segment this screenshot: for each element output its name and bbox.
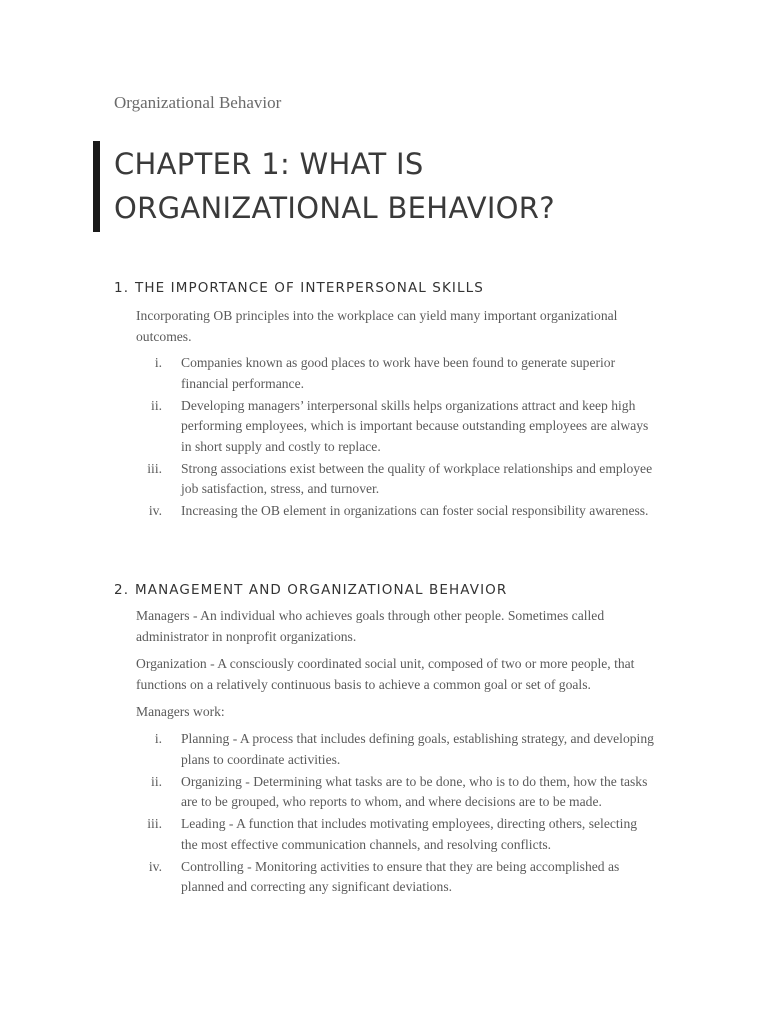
chapter-title-accent-bar xyxy=(93,141,100,232)
chapter-title-line-2: ORGANIZATIONAL BEHAVIOR? xyxy=(114,191,555,225)
list-marker: iii. xyxy=(147,460,162,476)
chapter-title xyxy=(114,142,734,230)
chapter-title-line-1: CHAPTER 1: WHAT IS xyxy=(114,147,424,181)
running-header: Organizational Behavior xyxy=(114,93,282,112)
section-2-heading xyxy=(114,582,507,598)
list-item-text: Planning - A process that includes defining goals, establishing strategy, and developing plans to coordinate activities. xyxy=(181,731,654,767)
list-marker: iv. xyxy=(148,503,162,518)
list-item-text: Leading - A function that includes motivating employees, directing others, selecting the most effective communication channels, and resolving conflicts. xyxy=(181,816,638,852)
list-item-text: Increasing the OB element in organizations can foster social responsibility awareness. xyxy=(181,503,649,518)
managers-work-label: Managers work: xyxy=(136,704,225,719)
list-item-text: Developing managers’ interpersonal skills helps organizations attract and keep high performing employees, which is important because outstanding employees are always in short supply and costly to replace. xyxy=(181,397,649,454)
section-1-title: THE IMPORTANCE OF INTERPERSONAL SKILLS xyxy=(135,280,484,296)
managers-definition: Managers - An individual who achieves goals through other people. Sometimes called administrator in nonprofit organizations. xyxy=(136,608,605,644)
list-item xyxy=(136,353,656,394)
list-marker: i. xyxy=(154,355,162,370)
organization-definition: Organization - A consciously coordinated social unit, composed of two or more people, that functions on a relatively continuous basis to achieve a common goal or set of goals. xyxy=(136,656,635,692)
list-item xyxy=(136,501,656,522)
section-1-number: 1. xyxy=(114,280,130,296)
list-marker: iv. xyxy=(148,858,162,874)
list-marker: i. xyxy=(154,731,162,746)
list-item xyxy=(136,459,656,500)
list-item-text: Strong associations exist between the quality of workplace relationships and employee job satisfaction, stress, and turnover. xyxy=(181,460,653,496)
section-2-number: 2. xyxy=(114,582,130,598)
list-item-text: Organizing - Determining what tasks are to be done, who is to do them, how the tasks are to be grouped, who reports to whom, and where decisions are to be made. xyxy=(181,773,648,809)
list-marker: ii. xyxy=(151,397,162,413)
section-2-list xyxy=(136,729,656,899)
section-1-intro: Incorporating OB principles into the workplace can yield many important organizational outcomes. xyxy=(136,308,618,344)
list-marker: iii. xyxy=(147,816,162,831)
section-2-title: MANAGEMENT AND ORGANIZATIONAL BEHAVIOR xyxy=(135,582,508,598)
section-1-list xyxy=(136,353,656,523)
list-item-text: Controlling - Monitoring activities to ensure that they are being accomplished as planned and correcting any significant deviations. xyxy=(181,858,620,894)
list-item-text: Companies known as good places to work have been found to generate superior financial performance. xyxy=(181,355,616,391)
list-item xyxy=(136,814,656,855)
section-1-heading xyxy=(114,280,484,296)
list-item xyxy=(136,772,656,813)
list-item xyxy=(136,729,656,770)
list-item xyxy=(136,857,656,898)
list-marker: ii. xyxy=(151,773,162,789)
list-item xyxy=(136,396,656,458)
